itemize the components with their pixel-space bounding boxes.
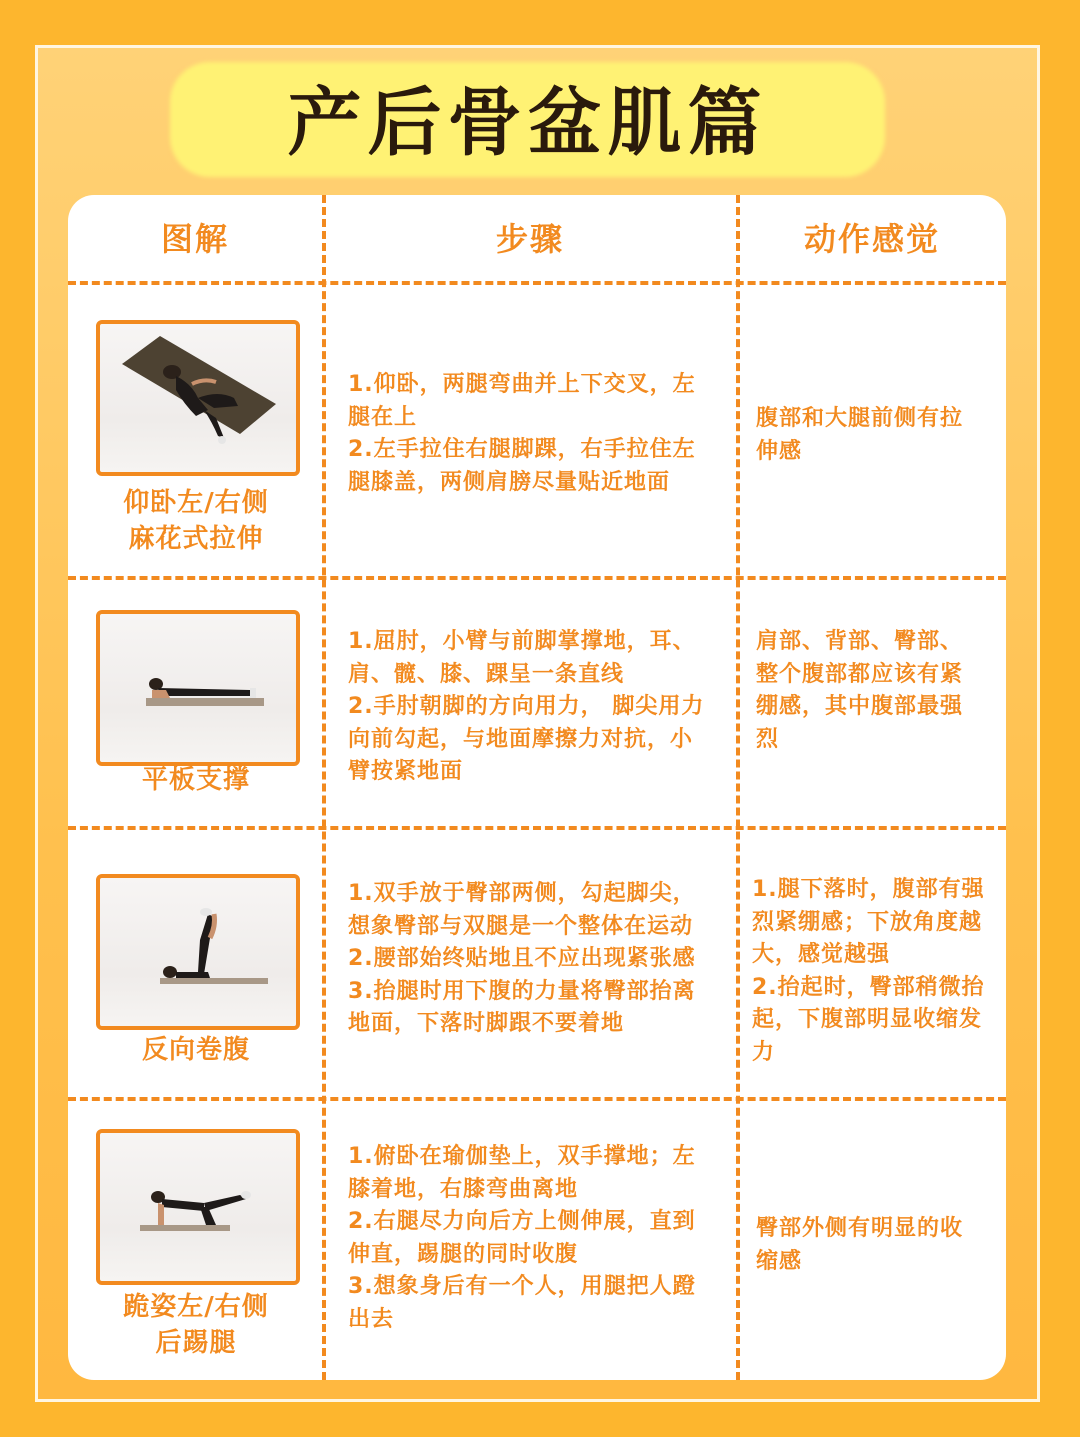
exercise-steps: 1.仰卧，两腿弯曲并上下交叉，左 腿在上 2.左手拉住右腿脚踝，右手拉住左 腿膝盖，两侧肩膀尽量贴近地面 xyxy=(348,372,696,495)
exercise-name: 仰卧左/右侧 麻花式拉伸 xyxy=(123,488,269,554)
header-feeling: 动作感觉 xyxy=(803,220,940,258)
exercise-steps: 1.双手放于臀部两侧，勾起脚尖， 想象臀部与双腿是一个整体在运动 2.腰部始终贴地且不应出现紧张感 3.抬腿时用下腹的力量将臀部抬离 地面，下落时脚跟不要着地 xyxy=(348,881,696,1036)
table-row xyxy=(68,1101,1006,1380)
page-title: 产后骨盆肌篇 xyxy=(287,80,768,166)
exercise-steps: 1.俯卧在瑜伽垫上，双手撑地；左 膝着地，右膝弯曲离地 2.右腿尽力向后方上侧伸展，直到 伸直，踢腿的同时收腹 3.想象身后有一个人，用腿把人蹬 出去 xyxy=(348,1144,696,1332)
exercise-feeling: 1.腿下落时，腹部有强 烈紧绷感；下放角度越 大，感觉越强 2.抬起时，臀部稍微抬 起，下腹部明显收缩发 力 xyxy=(752,877,985,1065)
exercise-table xyxy=(68,195,1006,1380)
exercise-name: 反向卷腹 xyxy=(141,1035,250,1065)
exercise-image-kneeling-kickback xyxy=(96,1129,300,1285)
exercise-image-reverse-crunch xyxy=(96,874,300,1030)
exercise-feeling: 臀部外侧有明显的收 缩感 xyxy=(756,1216,964,1274)
exercise-steps: 1.屈肘，小臂与前脚掌撑地，耳、 肩、髋、膝、踝呈一条直线 2.手肘朝脚的方向用力， 脚尖用力 向前勾起，与地面摩擦力对抗，小 臂按紧地面 xyxy=(348,629,705,784)
exercise-name: 跪姿左/右侧 后踢腿 xyxy=(123,1292,269,1358)
header-steps: 步骤 xyxy=(495,220,564,258)
exercise-name: 平板支撑 xyxy=(141,765,250,795)
table-row xyxy=(68,830,1006,1097)
exercise-image-twist-stretch xyxy=(96,320,300,476)
exercise-feeling: 腹部和大腿前侧有拉 伸感 xyxy=(756,406,964,464)
table-row xyxy=(68,285,1006,576)
exercise-feeling: 肩部、背部、臀部、 整个腹部都应该有紧 绷感，其中腹部最强 烈 xyxy=(756,629,964,752)
header-illustration: 图解 xyxy=(160,220,229,258)
table-row xyxy=(68,580,1006,826)
exercise-image-plank xyxy=(96,610,300,766)
